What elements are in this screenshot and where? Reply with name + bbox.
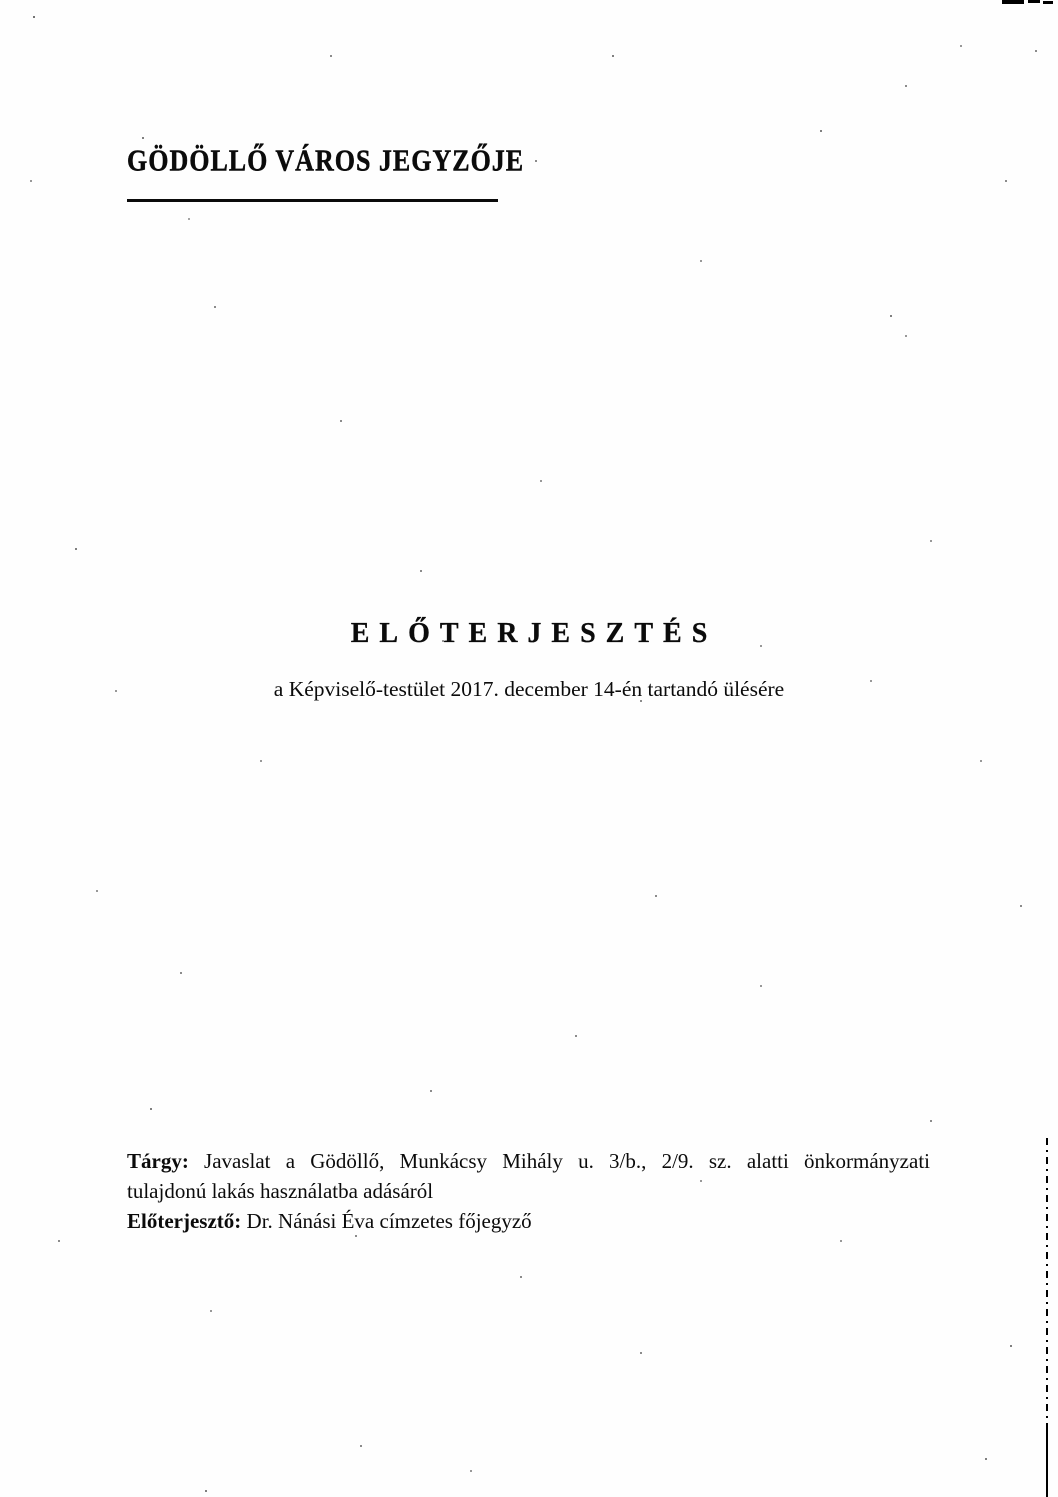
scan-edge-line-dashed	[1046, 1138, 1048, 1430]
letterhead-title: GÖDÖLLŐ VÁROS JEGYZŐJE	[127, 143, 525, 178]
scan-corner-mark	[1002, 0, 1024, 4]
document-subtitle: a Képviselő-testület 2017. december 14-én tartandó ülésére	[273, 677, 785, 701]
scan-noise-specks	[0, 0, 2, 2]
subject-text-line2: tulajdonú lakás használatba adásáról	[127, 1179, 434, 1203]
subject-label: Tárgy:	[127, 1149, 205, 1173]
subject-line-1	[127, 1146, 930, 1176]
presenter-text: Dr. Nánási Éva címzetes főjegyző	[246, 1209, 532, 1233]
document-title: ELŐTERJESZTÉS	[350, 618, 718, 649]
subject-block	[127, 1146, 930, 1236]
scan-corner-mark	[1043, 1, 1053, 4]
presenter-line	[127, 1206, 930, 1236]
presenter-label: Előterjesztő:	[127, 1209, 247, 1233]
subject-text-line1: Javaslat a Gödöllő, Munkácsy Mihály u. 3/b., 2/9. sz. alatti önkormányzati	[204, 1149, 930, 1173]
scan-edge-line-solid	[1046, 1430, 1048, 1497]
letterhead-rule	[127, 199, 498, 202]
scan-corner-mark	[1028, 0, 1040, 3]
